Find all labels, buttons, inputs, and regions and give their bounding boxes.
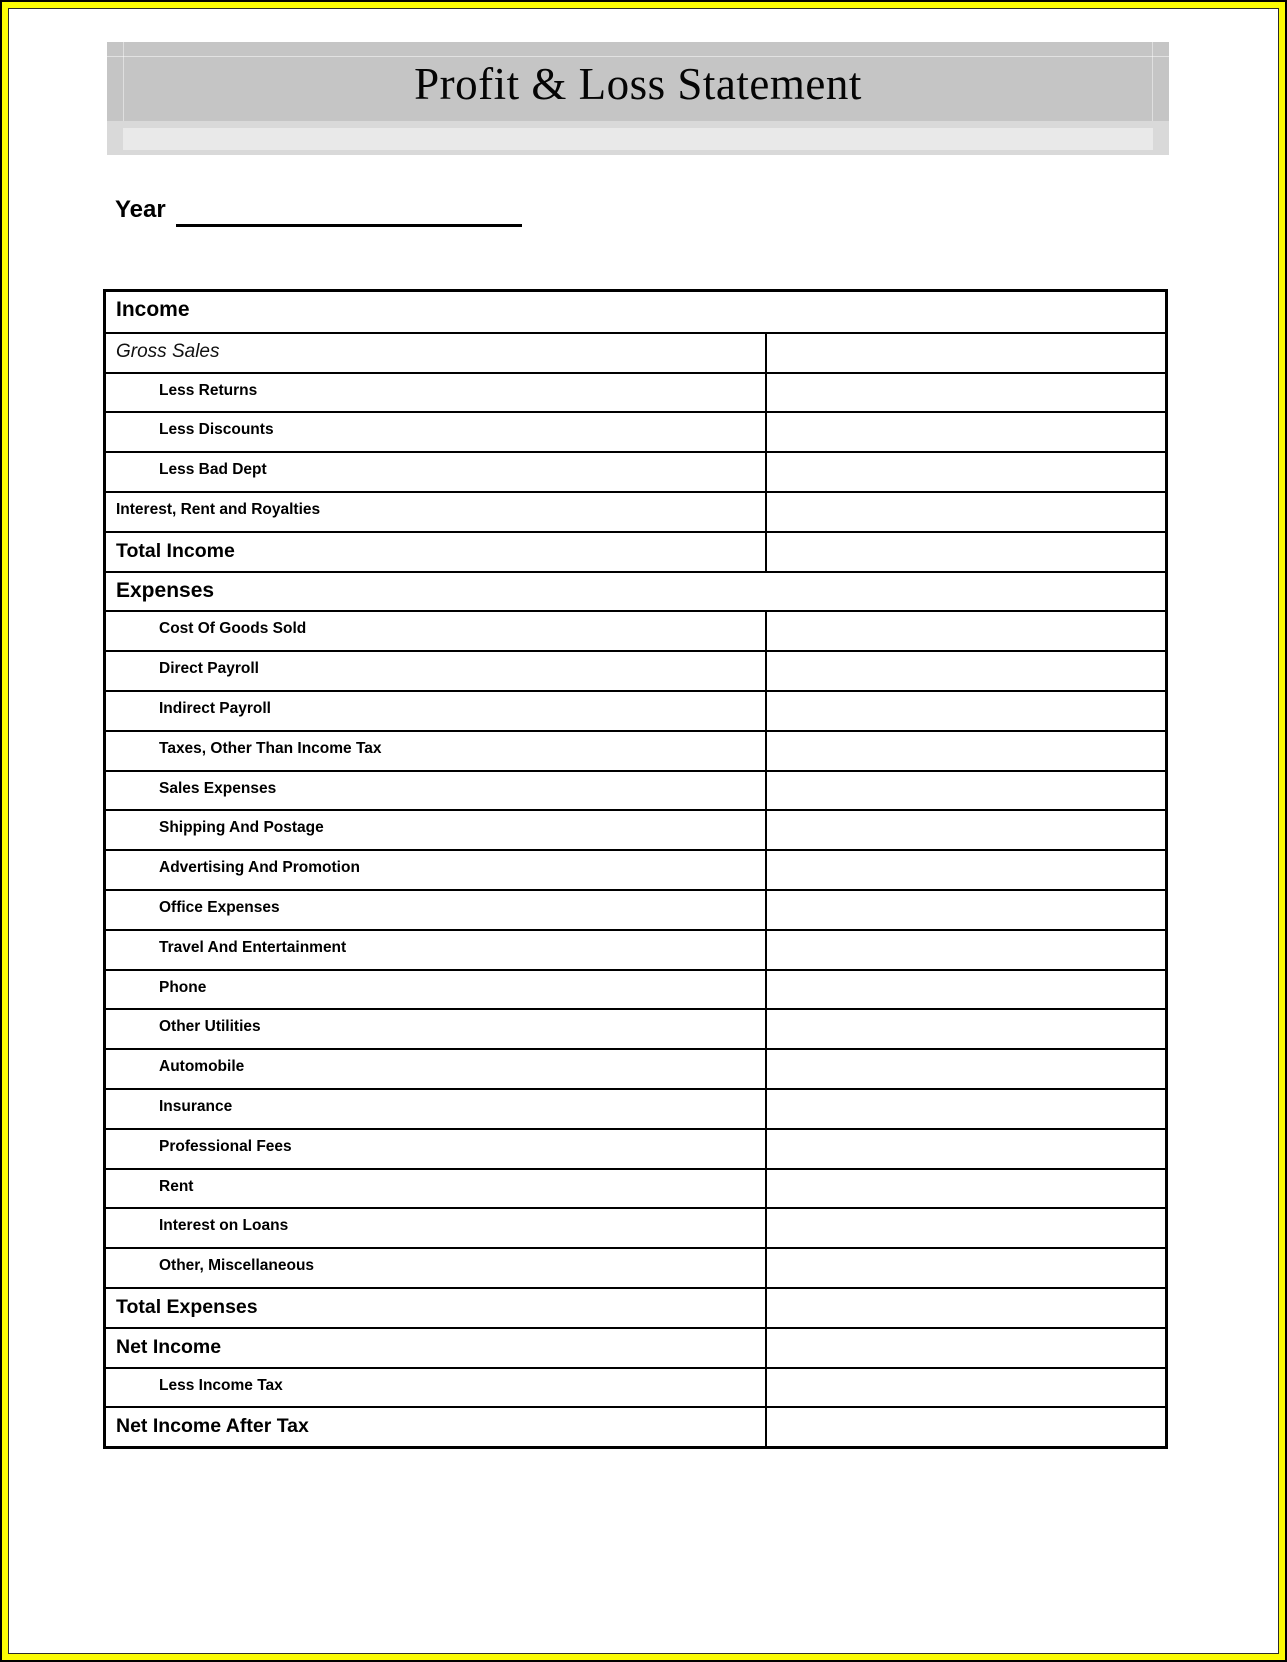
row-value-shipping-and-postage[interactable] bbox=[765, 811, 1165, 849]
row-label-professional-fees: Professional Fees bbox=[159, 1137, 292, 1155]
row-professional-fees bbox=[106, 1128, 1165, 1168]
row-value-advertising-and-promotion[interactable] bbox=[765, 851, 1165, 889]
row-total-expenses bbox=[106, 1287, 1165, 1327]
row-office-expenses bbox=[106, 889, 1165, 929]
row-net-income bbox=[106, 1327, 1165, 1367]
row-value-total-income[interactable] bbox=[765, 533, 1165, 571]
row-less-discounts bbox=[106, 411, 1165, 451]
row-phone bbox=[106, 969, 1165, 1009]
row-value-interest-on-loans[interactable] bbox=[765, 1209, 1165, 1247]
row-value-less-discounts[interactable] bbox=[765, 413, 1165, 451]
year-label: Year bbox=[115, 196, 166, 223]
row-value-less-bad-dept[interactable] bbox=[765, 453, 1165, 491]
row-value-taxes-other-than-income-tax[interactable] bbox=[765, 732, 1165, 770]
row-shipping-and-postage bbox=[106, 809, 1165, 849]
title-banner bbox=[107, 42, 1169, 155]
row-label-advertising-and-promotion: Advertising And Promotion bbox=[159, 859, 360, 877]
banner-hairline bbox=[107, 56, 1169, 57]
row-label-interest-rent-and-royalties: Interest, Rent and Royalties bbox=[116, 500, 321, 518]
row-label-travel-and-entertainment: Travel And Entertainment bbox=[159, 938, 347, 956]
page-title: Profit & Loss Statement bbox=[414, 59, 862, 109]
row-value-total-expenses[interactable] bbox=[765, 1289, 1165, 1327]
row-value-phone[interactable] bbox=[765, 971, 1165, 1009]
row-label-automobile: Automobile bbox=[159, 1058, 245, 1076]
banner-hairline-left bbox=[123, 42, 124, 121]
row-label-less-bad-dept: Less Bad Dept bbox=[159, 461, 267, 479]
row-travel-and-entertainment bbox=[106, 929, 1165, 969]
row-automobile bbox=[106, 1048, 1165, 1088]
row-label-income: Income bbox=[116, 298, 190, 321]
row-label-cost-of-goods-sold: Cost Of Goods Sold bbox=[159, 620, 307, 638]
row-label-other-miscellaneous: Other, Miscellaneous bbox=[159, 1257, 315, 1275]
row-value-net-income[interactable] bbox=[765, 1329, 1165, 1367]
row-value-sales-expenses[interactable] bbox=[765, 772, 1165, 810]
row-value-office-expenses[interactable] bbox=[765, 891, 1165, 929]
row-label-phone: Phone bbox=[159, 978, 207, 996]
row-value-travel-and-entertainment[interactable] bbox=[765, 931, 1165, 969]
row-label-direct-payroll: Direct Payroll bbox=[159, 660, 259, 678]
row-value-direct-payroll[interactable] bbox=[765, 652, 1165, 690]
row-label-less-discounts: Less Discounts bbox=[159, 421, 274, 439]
row-label-office-expenses: Office Expenses bbox=[159, 898, 280, 916]
row-total-income bbox=[106, 531, 1165, 571]
row-value-insurance[interactable] bbox=[765, 1090, 1165, 1128]
row-label-net-income: Net Income bbox=[116, 1335, 222, 1358]
row-insurance bbox=[106, 1088, 1165, 1128]
row-label-insurance: Insurance bbox=[159, 1097, 233, 1115]
row-value-net-income-after-tax[interactable] bbox=[765, 1408, 1165, 1446]
row-less-income-tax bbox=[106, 1367, 1165, 1407]
row-value-indirect-payroll[interactable] bbox=[765, 692, 1165, 730]
row-less-returns bbox=[106, 372, 1165, 412]
row-label-gross-sales: Gross Sales bbox=[116, 340, 220, 362]
title-banner-light-band bbox=[107, 121, 1169, 155]
row-value-automobile[interactable] bbox=[765, 1050, 1165, 1088]
row-label-net-income-after-tax: Net Income After Tax bbox=[116, 1415, 309, 1438]
row-interest-on-loans bbox=[106, 1207, 1165, 1247]
row-value-less-returns[interactable] bbox=[765, 374, 1165, 412]
row-gross-sales bbox=[106, 332, 1165, 372]
row-label-indirect-payroll: Indirect Payroll bbox=[159, 699, 271, 717]
row-other-utilities bbox=[106, 1008, 1165, 1048]
row-label-rent: Rent bbox=[159, 1177, 194, 1195]
row-value-rent[interactable] bbox=[765, 1170, 1165, 1208]
row-sales-expenses bbox=[106, 770, 1165, 810]
row-label-interest-on-loans: Interest on Loans bbox=[159, 1217, 289, 1235]
row-label-less-income-tax: Less Income Tax bbox=[159, 1376, 283, 1394]
row-rent bbox=[106, 1168, 1165, 1208]
row-taxes-other-than-income-tax bbox=[106, 730, 1165, 770]
row-value-professional-fees[interactable] bbox=[765, 1130, 1165, 1168]
year-field bbox=[115, 193, 522, 227]
row-direct-payroll bbox=[106, 650, 1165, 690]
row-value-cost-of-goods-sold[interactable] bbox=[765, 612, 1165, 650]
banner-hairline-right bbox=[1152, 42, 1153, 121]
row-label-other-utilities: Other Utilities bbox=[159, 1018, 261, 1036]
row-label-less-returns: Less Returns bbox=[159, 381, 258, 399]
row-net-income-after-tax bbox=[106, 1406, 1165, 1446]
row-label-total-income: Total Income bbox=[116, 539, 235, 562]
row-other-miscellaneous bbox=[106, 1247, 1165, 1287]
row-label-shipping-and-postage: Shipping And Postage bbox=[159, 819, 324, 837]
row-value-interest-rent-and-royalties[interactable] bbox=[765, 493, 1165, 531]
row-interest-rent-and-royalties bbox=[106, 491, 1165, 531]
row-indirect-payroll bbox=[106, 690, 1165, 730]
row-label-sales-expenses: Sales Expenses bbox=[159, 779, 277, 797]
row-value-other-utilities[interactable] bbox=[765, 1010, 1165, 1048]
row-cost-of-goods-sold bbox=[106, 610, 1165, 650]
title-banner-light-inner bbox=[123, 128, 1153, 150]
profit-loss-table bbox=[103, 289, 1168, 1449]
row-advertising-and-promotion bbox=[106, 849, 1165, 889]
title-banner-dark-band bbox=[107, 42, 1169, 121]
year-blank-line[interactable] bbox=[176, 194, 522, 227]
row-value-other-miscellaneous[interactable] bbox=[765, 1249, 1165, 1287]
row-label-total-expenses: Total Expenses bbox=[116, 1295, 258, 1318]
row-value-gross-sales[interactable] bbox=[765, 334, 1165, 372]
row-income bbox=[106, 292, 1165, 332]
row-expenses bbox=[106, 571, 1165, 611]
row-value-less-income-tax[interactable] bbox=[765, 1369, 1165, 1407]
row-label-taxes-other-than-income-tax: Taxes, Other Than Income Tax bbox=[159, 739, 382, 757]
row-less-bad-dept bbox=[106, 451, 1165, 491]
row-label-expenses: Expenses bbox=[116, 578, 215, 602]
